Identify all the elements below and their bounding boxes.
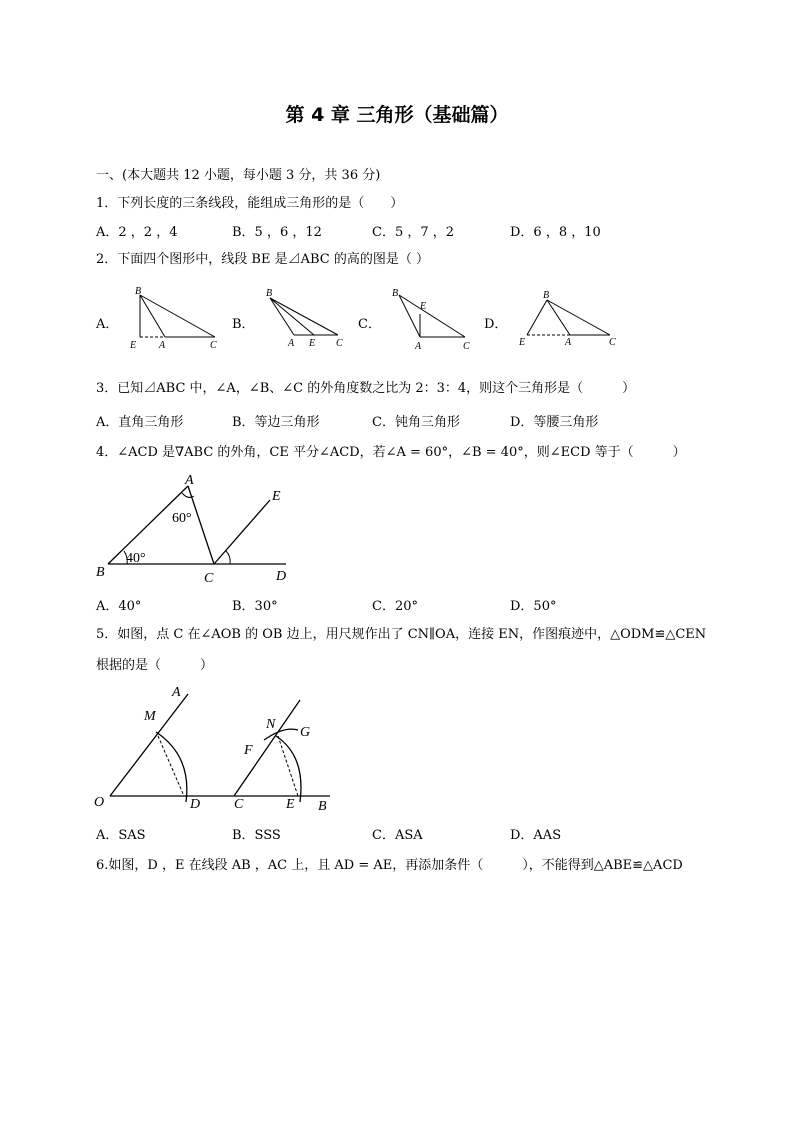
fig-d-label-a: A xyxy=(565,337,572,348)
question-3-option-c: C．钝角三角形 xyxy=(372,415,460,430)
q5-label-a: A xyxy=(172,685,181,700)
q5-label-e: E xyxy=(286,797,295,812)
q4-label-b: B xyxy=(96,565,105,580)
question-1-option-a: A．2 ，2 ，4 xyxy=(96,225,178,240)
question-5-figure xyxy=(88,680,348,818)
fig-c-label-a: A xyxy=(415,341,422,352)
question-4-option-a: A．40° xyxy=(96,599,142,614)
fig-b-label-e: E xyxy=(309,338,316,349)
question-2-figure-b xyxy=(258,282,358,352)
page-title: 第 4 章 三角形（基础篇） xyxy=(285,104,509,126)
q5-label-b: B xyxy=(318,799,327,814)
question-4-stem: 4．∠ACD 是∇ABC 的外角，CE 平分∠ACD，若∠A = 60°，∠B = 40°，则∠ECD 等于（ ） xyxy=(96,445,686,460)
question-3-stem: 3．已知⊿ABC 中，∠A，∠B、∠C 的外角度数之比为 2：3：4，则这个三角形是（ ） xyxy=(96,381,636,396)
question-5-option-c: C．ASA xyxy=(372,828,423,843)
fig-b-label-b: B xyxy=(266,288,273,299)
question-1-option-d: D．6 ，8 ，10 xyxy=(510,225,601,240)
fig-a-label-e: E xyxy=(130,340,137,351)
question-1-option-c: C．5 ，7 ，2 xyxy=(372,225,455,240)
q5-label-f: F xyxy=(244,743,253,758)
fig-d-label-e: E xyxy=(519,337,526,348)
fig-d-label-c: C xyxy=(609,337,616,348)
q5-label-d: D xyxy=(190,797,201,812)
question-2-option-a: A． xyxy=(96,317,119,332)
question-2-figure-c xyxy=(385,282,485,354)
q5-label-m: M xyxy=(144,709,156,724)
question-1-option-b: B．5 ，6 ，12 xyxy=(232,225,322,240)
fig-b-label-c: C xyxy=(336,338,343,349)
fig-a-label-b: B xyxy=(135,286,142,297)
question-6-stem: 6.如图，D ，E 在线段 AB ，AC 上，且 AD = AE，再添加条件（ ），不能得到△ABE≌△ACD xyxy=(96,858,683,873)
fig-a-label-a: A xyxy=(159,340,166,351)
question-4-figure xyxy=(90,470,310,588)
question-2-figure-a xyxy=(125,282,225,352)
question-4-option-b: B．30° xyxy=(232,599,278,614)
question-5-option-b: B．SSS xyxy=(232,828,281,843)
question-3-option-a: A．直角三角形 xyxy=(96,415,184,430)
question-2-option-b: B． xyxy=(232,317,255,332)
question-4-option-c: C．20° xyxy=(372,599,418,614)
q4-label-c: C xyxy=(204,571,214,586)
q4-label-d: D xyxy=(276,569,287,584)
fig-d-label-b: B xyxy=(543,290,550,301)
section-header: 一、(本大题共 12 小题，每小题 3 分，共 36 分) xyxy=(96,168,381,183)
fig-a-label-c: C xyxy=(210,340,217,351)
question-3-option-d: D．等腰三角形 xyxy=(510,415,599,430)
question-2-option-c: C． xyxy=(358,317,381,332)
question-5-option-d: D．AAS xyxy=(510,828,562,843)
fig-c-label-c: C xyxy=(463,341,470,352)
question-3-option-b: B．等边三角形 xyxy=(232,415,320,430)
question-5-stem: 5．如图，点 C 在∠AOB 的 OB 边上，用尺规作出了 CN∥OA，连接 EN，作图痕迹中，△ODM≌△CEN xyxy=(96,627,707,642)
question-5-stem-cont: 根据的是（ ） xyxy=(96,658,214,673)
question-5-option-a: A．SAS xyxy=(96,828,146,843)
question-2-option-d: D． xyxy=(484,317,508,332)
q4-label-e: E xyxy=(272,489,281,504)
fig-b-label-a: A xyxy=(288,338,295,349)
q5-label-g: G xyxy=(300,725,311,740)
question-2-stem: 2．下面四个图形中，线段 BE 是⊿ABC 的高的图是（ ） xyxy=(96,252,429,267)
question-2-figure-d xyxy=(515,282,625,352)
fig-c-label-b: B xyxy=(392,288,399,299)
fig-c-label-e: E xyxy=(420,301,427,312)
q5-label-n: N xyxy=(266,717,276,732)
q5-label-c: C xyxy=(234,797,244,812)
q4-label-a: A xyxy=(185,473,194,488)
q4-label-60: 60° xyxy=(172,511,192,526)
q4-label-40: 40° xyxy=(126,551,146,566)
q5-label-o: O xyxy=(94,795,105,810)
question-1-stem: 1．下列长度的三条线段，能组成三角形的是（ ） xyxy=(96,196,404,211)
question-4-option-d: D．50° xyxy=(510,599,557,614)
